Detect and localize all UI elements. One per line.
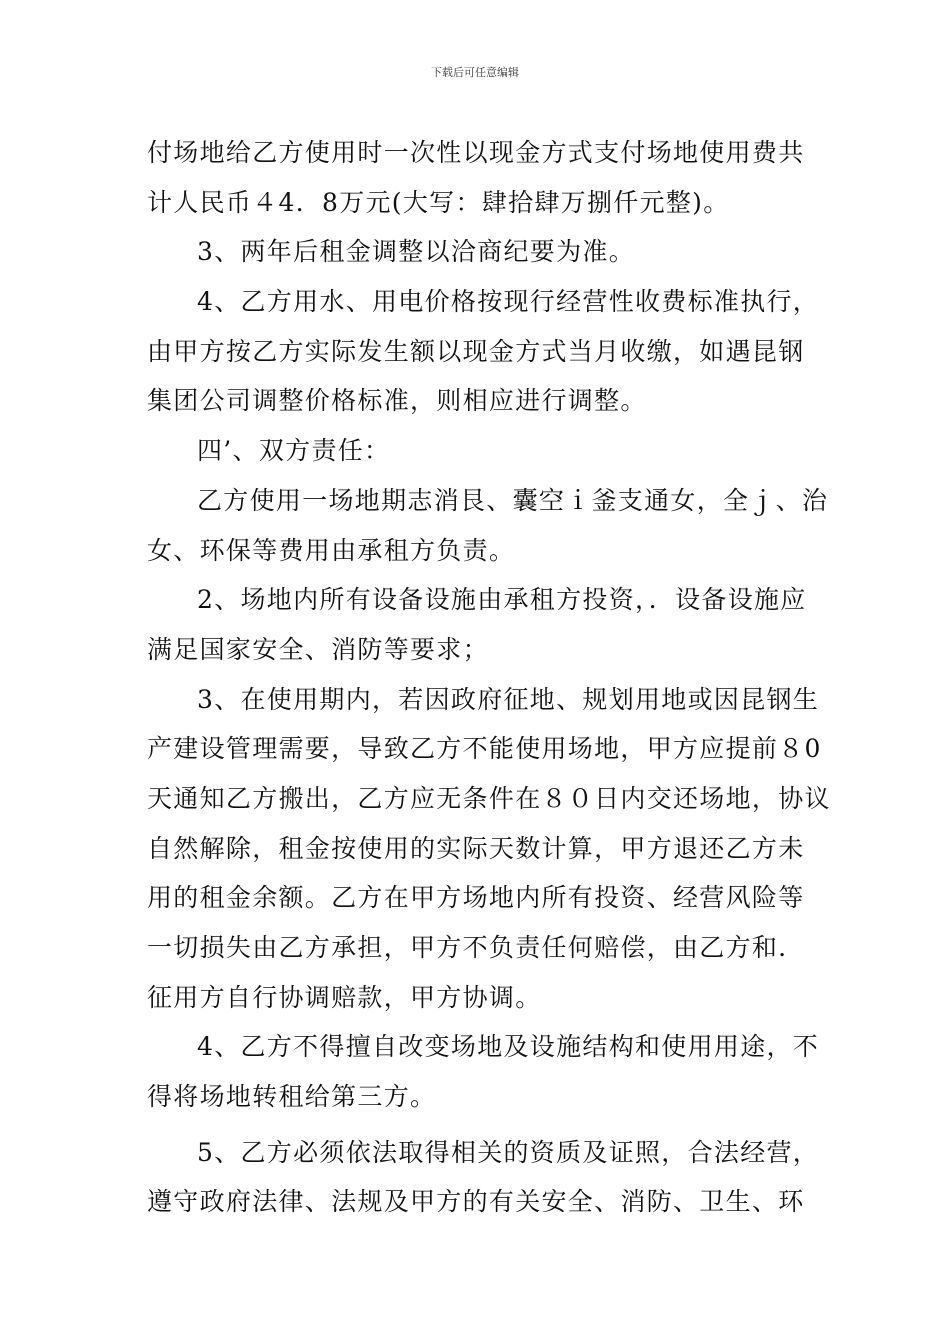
text-line: 遵守政府法律、法规及甲方的有关安全、消防、卫生、环: [147, 1187, 805, 1217]
clause-4-utilities: 4、乙方用水、用电价格按现行经营性收费标准执行，: [197, 287, 820, 317]
text-line: 由甲方按乙方实际发生额以现金方式当月收缴，如遇昆钢: [147, 336, 805, 366]
text-line: 产建设管理需要，导致乙方不能使用场地，甲方应提前８0: [147, 734, 822, 764]
document-body: [147, 128, 831, 1227]
text-line: 满足国家安全、消防等要求；: [147, 634, 489, 664]
text-line: 用的租金余额。乙方在甲方场地内所有投资、经营风险等: [147, 883, 805, 913]
page-header-note: 下载后可任意编辑: [431, 66, 519, 79]
text-line: 女、环保等费用由承租方负责。: [147, 535, 516, 565]
text-line: 计人民币４4．8万元(大写：肆拾肆万捌仟元整)。: [147, 187, 730, 217]
clause-4-no-sublease: 4、乙方不得擅自改变场地及设施结构和使用用途，不: [197, 1032, 820, 1062]
clause-1-fees: 乙方使用一场地期志消艮、囊空ｉ釜支通女，全ｊ、治: [197, 485, 829, 515]
clause-2-equipment: 2、场地内所有设备设施由承租方投资，．设备设施应: [197, 585, 807, 615]
text-line: 付场地给乙方使用时一次性以现金方式支付场地使用费共: [147, 138, 805, 167]
text-line: 天通知乙方搬出，乙方应无条件在８０日内交还场地，协议: [147, 783, 831, 813]
clause-3-termination: 3、在使用期内，若因政府征地、规划用地或因昆钢生: [197, 684, 820, 714]
text-line: 得将场地转租给第三方。: [147, 1082, 437, 1112]
text-line: 征用方自行协调赔款，甲方协调。: [147, 982, 542, 1012]
clause-5-compliance: 5、乙方必须依法取得相关的资质及证照，合法经营，: [197, 1137, 820, 1167]
text-line: 自然解除，租金按使用的实际天数计算，甲方退还乙方未: [147, 833, 805, 863]
clause-3-rent-adjustment: 3、两年后租金调整以洽商纪要为准。: [197, 237, 636, 267]
text-line: 一切损失由乙方承担，甲方不负责任何赔偿，由乙方和．: [147, 933, 805, 962]
text-line: 集团公司调整价格标准，则相应进行调整。: [147, 386, 647, 416]
section-heading-responsibilities: 四’、双方责任：: [197, 436, 391, 466]
